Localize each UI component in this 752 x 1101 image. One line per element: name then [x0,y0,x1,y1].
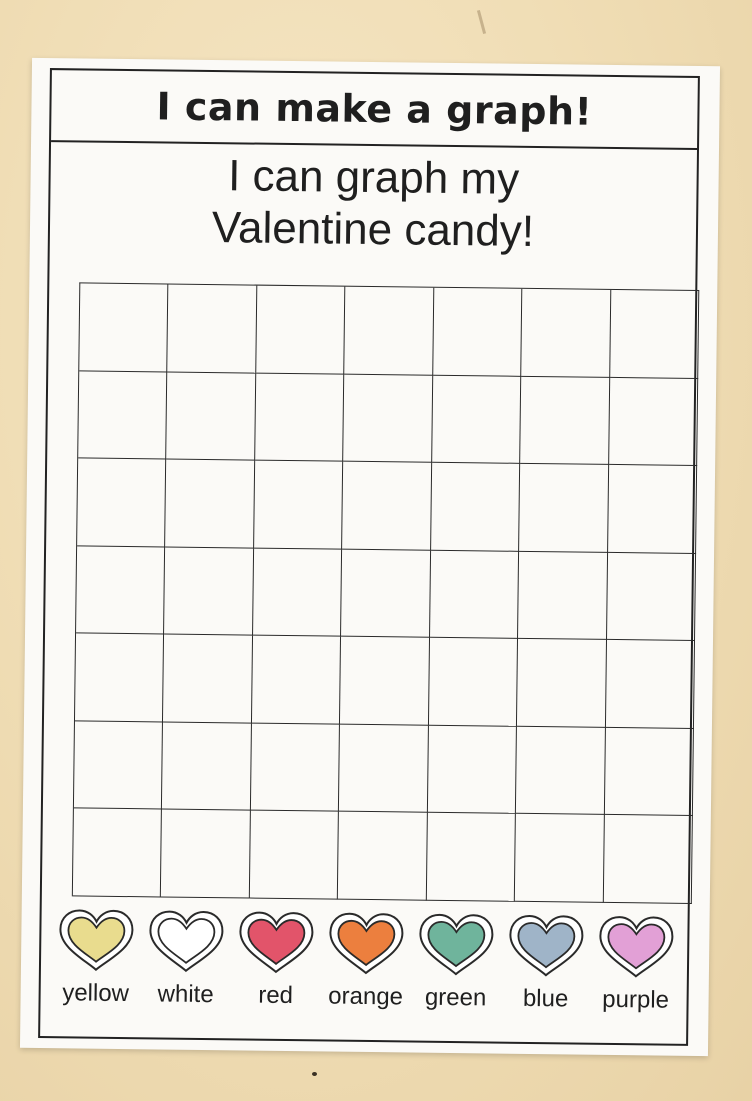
graph-cell [73,809,162,898]
graph-cell [166,460,255,549]
graph-cell [341,549,430,638]
graph-cell [605,640,695,729]
graph-cell [339,724,428,813]
legend-label: purple [602,985,670,1014]
graph-cell [430,550,520,639]
graph-cell [251,723,341,812]
graph-cell [516,727,605,816]
candy-color-legend [50,905,681,1015]
graph-cell [164,547,253,636]
graph-cell [78,371,167,460]
heart-icon [504,911,589,982]
graph-cell [608,465,698,554]
legend-item-6 [590,912,681,1015]
legend-item-0 [50,905,141,1008]
heart-icon [324,908,409,979]
graph-cell [343,374,432,463]
graph-cell [254,461,344,550]
graph-cell [610,290,700,379]
graph-cell [604,728,694,817]
legend-label: blue [522,984,569,1013]
graph-cell [161,810,250,899]
graph-cell [76,546,165,635]
legend-item-4 [410,910,501,1013]
subtitle [50,148,697,260]
graph-grid [72,282,699,904]
graph-cell [345,287,434,376]
legend-label: red [258,981,294,1010]
subtitle-line-1: I can graph my [227,151,520,204]
graph-cell [75,634,164,723]
graph-cell [519,464,608,553]
graph-cell [167,372,256,461]
subtitle-line-2: Valentine candy! [211,203,535,256]
worksheet-paper [20,58,720,1056]
legend-item-1 [140,906,231,1009]
graph-cell [427,813,517,902]
legend-label: orange [328,982,404,1011]
worksheet-frame [38,68,700,1046]
legend-item-5 [500,911,591,1014]
graph-cell [518,552,607,641]
graph-cell [607,553,697,642]
legend-label: white [157,980,214,1009]
graph-cell [162,722,251,811]
graph-cell [433,288,523,377]
heart-icon [414,910,499,981]
graph-cell [77,459,166,548]
legend-item-3 [320,908,411,1011]
graph-cell [163,635,252,724]
surface-dot [312,1072,317,1076]
graph-cell [429,638,519,727]
graph-cell [517,639,606,728]
graph-cell [431,463,521,552]
legend-item-2 [230,907,321,1010]
graph-cell [521,289,610,378]
graph-cell [603,815,693,904]
heart-icon [54,905,139,976]
graph-cell [256,286,346,375]
graph-cell [79,283,168,372]
graph-cell [168,285,257,374]
graph-cell [74,721,163,810]
graph-cell [253,548,343,637]
header-band [51,70,698,150]
graph-cell [609,377,699,466]
graph-cell [520,376,609,465]
graph-cell [338,812,427,901]
graph-cell [515,814,604,903]
legend-label: yellow [62,979,130,1008]
graph-cell [432,375,522,464]
graph-cell [250,811,340,900]
heart-icon [144,906,229,977]
graph-cell [255,373,345,462]
graph-cell [340,637,429,726]
heart-icon [594,912,679,983]
graph-cell [428,726,518,815]
legend-label: green [424,983,487,1012]
graph-cell [252,636,342,725]
page-title: I can make a graph! [156,84,593,134]
graph-cell [342,462,431,551]
heart-icon [234,907,319,978]
